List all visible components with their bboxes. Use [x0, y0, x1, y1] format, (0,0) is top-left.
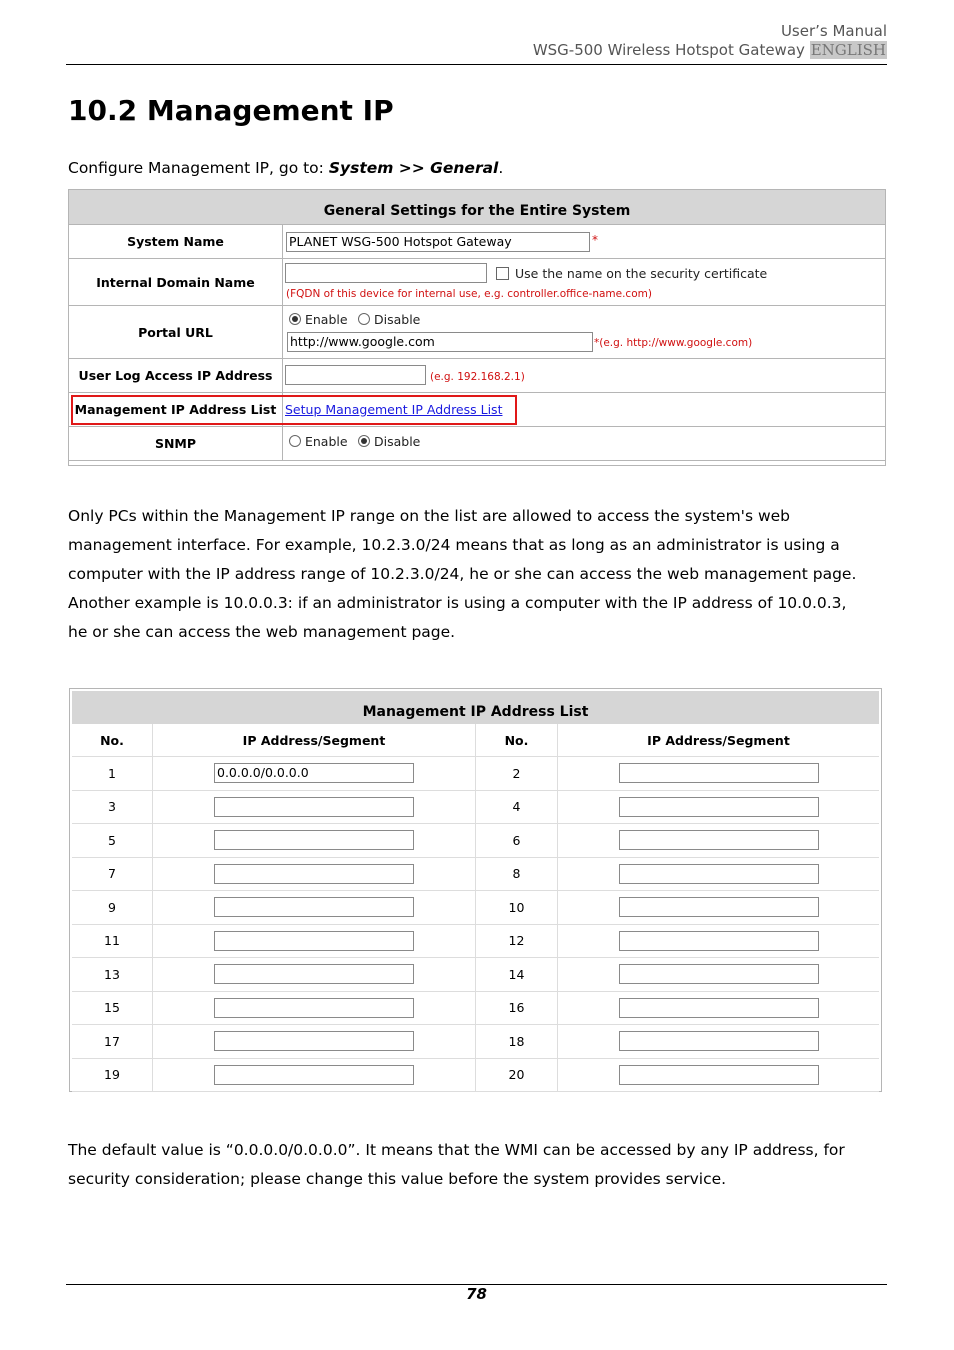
- ip-segment-input[interactable]: [619, 897, 819, 917]
- row-number-cell: [476, 992, 558, 1025]
- domain-hint: (FQDN of this device for internal use, e.g. controller.office-name.com): [286, 288, 652, 300]
- portal-disable-radio[interactable]: [358, 313, 370, 325]
- row-number: 2: [512, 765, 521, 781]
- table-row: [72, 958, 879, 992]
- table-row: [72, 858, 879, 892]
- mgmt-ip-label: Management IP Address List: [69, 393, 283, 426]
- section-title: 10.2 Management IP: [68, 94, 394, 127]
- row-number: 16: [508, 1000, 525, 1016]
- row-number-cell: [476, 925, 558, 958]
- row-number: 13: [104, 966, 120, 982]
- snmp-disable-radio[interactable]: [358, 435, 370, 447]
- portal-enable-label: Enable: [304, 312, 348, 327]
- row-number-cell: [72, 925, 153, 958]
- row-number: 7: [108, 866, 116, 882]
- row-number: 19: [104, 1067, 120, 1083]
- user-log-label: User Log Access IP Address: [69, 359, 283, 392]
- highlight-box: [71, 395, 517, 425]
- ip-cell: [153, 1025, 476, 1058]
- table-row: [72, 757, 879, 791]
- user-log-row: [69, 359, 885, 393]
- setup-mgmt-ip-link[interactable]: Setup Management IP Address List: [285, 402, 503, 417]
- system-name-label: System Name: [69, 225, 283, 258]
- table-row: [72, 891, 879, 925]
- ip-cell: [558, 757, 879, 790]
- intro-path: System >> General: [328, 159, 499, 177]
- table-row: [72, 1059, 879, 1093]
- general-settings-panel: [68, 189, 886, 466]
- ip-cell: [153, 858, 476, 891]
- closing-paragraph: [68, 1136, 880, 1194]
- row-number-cell: [476, 1025, 558, 1058]
- ip-cell: [558, 1025, 879, 1058]
- row-number: 10: [508, 899, 525, 915]
- user-log-hint: (e.g. 192.168.2.1): [430, 371, 525, 383]
- col-header-ip-2: IP Address/Segment: [647, 732, 790, 748]
- product-line: [66, 41, 887, 60]
- portal-disable-option[interactable]: [358, 312, 420, 327]
- portal-url-row: [69, 306, 885, 359]
- snmp-disable-option[interactable]: [358, 434, 420, 449]
- row-number-cell: [72, 891, 153, 924]
- snmp-enable-radio[interactable]: [289, 435, 301, 447]
- row-number: 14: [508, 966, 525, 982]
- system-name-input[interactable]: PLANET WSG-500 Hotspot Gateway: [286, 232, 590, 252]
- snmp-enable-label: Enable: [304, 434, 348, 449]
- page-header: [66, 22, 887, 65]
- portal-disable-label: Disable: [373, 312, 421, 327]
- table-row: [72, 992, 879, 1026]
- portal-url-input[interactable]: http://www.google.com: [287, 332, 593, 352]
- body-paragraph: [68, 502, 880, 647]
- portal-enable-radio[interactable]: [289, 313, 301, 325]
- row-number-cell: [476, 791, 558, 824]
- closing-line: security consideration; please change this value before the system provides service.: [68, 1170, 727, 1188]
- internal-domain-input[interactable]: [285, 263, 487, 283]
- ip-segment-input[interactable]: [214, 964, 414, 984]
- portal-url-label: Portal URL: [69, 306, 283, 358]
- snmp-label: SNMP: [69, 427, 283, 460]
- row-number: 6: [512, 832, 521, 848]
- ip-segment-input[interactable]: [214, 897, 414, 917]
- ip-cell: [153, 1059, 476, 1092]
- internal-domain-label: Internal Domain Name: [69, 259, 283, 305]
- mgmt-ip-list-title: Management IP Address List: [72, 691, 879, 724]
- ip-cell: [558, 824, 879, 857]
- ip-cell: [153, 925, 476, 958]
- row-number: 3: [108, 799, 116, 815]
- table-header-row: [72, 724, 879, 757]
- ip-segment-input[interactable]: [214, 1065, 414, 1085]
- row-number-cell: [72, 992, 153, 1025]
- ip-segment-input[interactable]: [619, 964, 819, 984]
- ip-cell: [153, 891, 476, 924]
- row-number: 20: [508, 1067, 525, 1083]
- system-name-row: [69, 225, 885, 259]
- row-number: 4: [512, 799, 521, 815]
- ip-cell: [558, 1059, 879, 1092]
- row-number-cell: [476, 824, 558, 857]
- snmp-disable-label: Disable: [373, 434, 421, 449]
- ip-cell: [558, 958, 879, 991]
- col-header-no-2: No.: [476, 724, 558, 756]
- ip-cell: [153, 958, 476, 991]
- row-number-cell: [476, 757, 558, 790]
- body-line: Another example is 10.0.0.3: if an administrator is using a computer with the IP address of 10.0.0.3,: [68, 594, 847, 612]
- snmp-enable-option[interactable]: [289, 434, 348, 449]
- ip-cell: [558, 858, 879, 891]
- table-row: [72, 791, 879, 825]
- mgmt-ip-list-panel: [69, 688, 882, 1092]
- row-number-cell: [72, 958, 153, 991]
- row-number: 9: [108, 899, 116, 915]
- row-number-cell: [476, 858, 558, 891]
- ip-segment-input[interactable]: [214, 1031, 414, 1051]
- row-number-cell: [476, 1059, 558, 1092]
- row-number: 18: [508, 1033, 525, 1049]
- ip-segment-input[interactable]: [214, 998, 414, 1018]
- intro-paragraph: [68, 154, 880, 183]
- ip-segment-input[interactable]: [214, 864, 414, 884]
- row-number-cell: [72, 824, 153, 857]
- row-number-cell: [476, 958, 558, 991]
- col-header-no: No.: [72, 724, 153, 756]
- manual-label: User’s Manual: [780, 22, 887, 40]
- ip-cell: [153, 992, 476, 1025]
- ip-cell: [558, 992, 879, 1025]
- language-badge: ENGLISH: [810, 41, 886, 59]
- security-cert-checkbox[interactable]: [496, 267, 509, 280]
- row-number: 8: [512, 866, 521, 882]
- ip-segment-input[interactable]: [214, 830, 414, 850]
- closing-line: The default value is “0.0.0.0/0.0.0.0”. It means that the WMI can be accessed by any IP address, for: [68, 1141, 845, 1159]
- ip-segment-input[interactable]: [619, 931, 819, 951]
- table-row: [72, 925, 879, 959]
- body-line: he or she can access the web management page.: [68, 623, 456, 641]
- ip-cell: [558, 891, 879, 924]
- ip-segment-input[interactable]: [214, 797, 414, 817]
- ip-segment-input[interactable]: [619, 998, 819, 1018]
- ip-segment-input[interactable]: [619, 1031, 819, 1051]
- ip-segment-input[interactable]: [619, 830, 819, 850]
- general-settings-title: General Settings for the Entire System: [69, 190, 885, 225]
- row-number-cell: [72, 757, 153, 790]
- snmp-row: [69, 427, 885, 461]
- security-cert-label: Use the name on the security certificate: [515, 266, 768, 281]
- ip-cell: [558, 925, 879, 958]
- table-row: [72, 1025, 879, 1059]
- ip-segment-input[interactable]: [214, 931, 414, 951]
- row-number: 5: [108, 832, 116, 848]
- row-number-cell: [72, 1059, 153, 1092]
- row-number: 11: [104, 933, 120, 949]
- body-line: management interface. For example, 10.2.3.0/24 means that as long as an administrator is using a: [68, 536, 840, 554]
- portal-enable-option[interactable]: [289, 312, 348, 327]
- row-number: 1: [108, 765, 116, 781]
- internal-domain-row: [69, 259, 885, 306]
- ip-segment-input[interactable]: [619, 1065, 819, 1085]
- portal-url-hint: *(e.g. http://www.google.com): [594, 337, 753, 349]
- ip-segment-input[interactable]: [619, 864, 819, 884]
- ip-cell: [153, 757, 476, 790]
- ip-cell: [153, 824, 476, 857]
- ip-segment-input[interactable]: [619, 797, 819, 817]
- intro-suffix: .: [498, 159, 504, 177]
- table-row: [72, 824, 879, 858]
- ip-segment-input[interactable]: 0.0.0.0/0.0.0.0: [214, 763, 414, 783]
- product-name: WSG-500 Wireless Hotspot Gateway: [532, 41, 805, 59]
- row-number: 17: [104, 1033, 120, 1049]
- user-log-input[interactable]: [285, 365, 426, 385]
- page-number: 78: [66, 1284, 887, 1303]
- ip-cell: [153, 791, 476, 824]
- intro-prefix: Configure Management IP, go to:: [68, 159, 329, 177]
- row-number-cell: [476, 891, 558, 924]
- row-number: 12: [508, 933, 525, 949]
- body-line: Only PCs within the Management IP range on the list are allowed to access the system's web: [68, 507, 790, 525]
- row-number-cell: [72, 791, 153, 824]
- required-mark: *: [592, 233, 598, 247]
- ip-cell: [558, 791, 879, 824]
- row-number-cell: [72, 858, 153, 891]
- ip-segment-input[interactable]: [619, 763, 819, 783]
- col-header-ip: IP Address/Segment: [153, 724, 476, 756]
- body-line: computer with the IP address range of 10.2.3.0/24, he or she can access the web management page.: [68, 565, 857, 583]
- row-number: 15: [104, 1000, 120, 1016]
- row-number-cell: [72, 1025, 153, 1058]
